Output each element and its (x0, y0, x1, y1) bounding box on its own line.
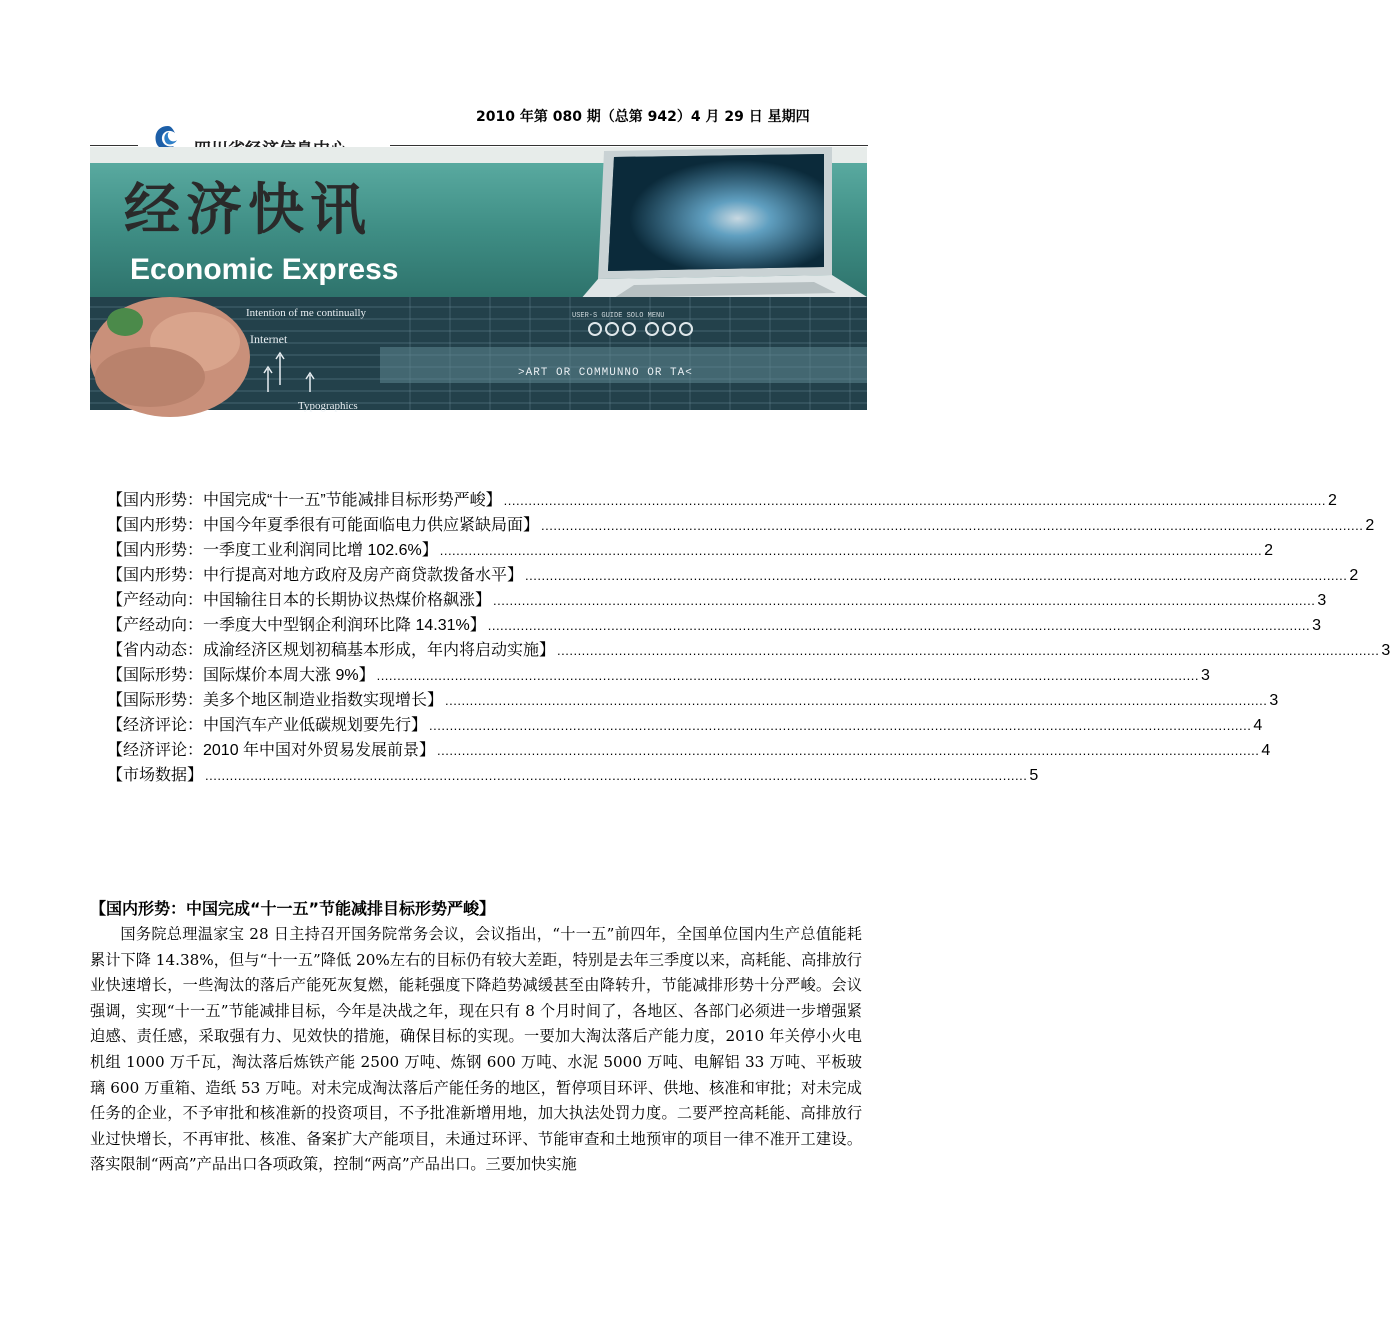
toc-leader-dots: ........................................................................................................................................................................................................ (429, 718, 1252, 733)
toc-leader-dots: ........................................................................................................................................................................................................ (376, 668, 1199, 683)
toc-leader-dots: ........................................................................................................................................................................................................ (487, 618, 1311, 633)
toc-entry-page: 3 (1312, 617, 1321, 634)
toc-entry[interactable] (107, 488, 1337, 513)
toc-entry-page: 3 (1269, 692, 1279, 709)
header-rule-right (390, 145, 868, 146)
image-caption-typographics: Typographics (298, 400, 358, 412)
toc-entry-page: 3 (1381, 642, 1390, 659)
toc-entry[interactable] (107, 613, 1321, 638)
tech-collage-image (90, 297, 867, 410)
header-rule-left (90, 145, 138, 146)
masthead-banner (90, 147, 867, 410)
toc-leader-dots: ........................................................................................................................................................................................................ (437, 743, 1260, 758)
toc-entry-page: 2 (1328, 492, 1337, 509)
toc-entry[interactable] (107, 688, 1279, 713)
toc-entry-page: 2 (1365, 517, 1375, 534)
toc-entry-title: 【国际形势：国际煤价本周大涨 9%】 (107, 667, 375, 684)
toc-entry[interactable] (107, 563, 1359, 588)
toc-entry-title: 【经济评论：中国汽车产业低碳规划要先行】 (107, 717, 428, 734)
toc-entry[interactable] (107, 663, 1210, 688)
toc-entry-title: 【产经动向：中国输往日本的长期协议热煤价格飙涨】 (107, 592, 492, 609)
toc-entry[interactable] (107, 713, 1263, 738)
masthead-title-en: Economic Express (130, 253, 399, 286)
toc-entry-title: 【产经动向：一季度大中型钢企利润环比降 14.31%】 (107, 617, 486, 634)
image-caption-art: >ART OR COMMUNNO OR TA< (518, 367, 693, 379)
image-caption-user-guide: USER-S GUIDE SOLO MENU (572, 312, 665, 320)
table-of-contents (107, 488, 1390, 788)
toc-entry-page: 2 (1349, 567, 1359, 584)
toc-leader-dots: ........................................................................................................................................................................................................ (439, 543, 1263, 558)
toc-leader-dots: ........................................................................................................................................................................................................ (525, 568, 1348, 583)
toc-entry-page: 4 (1261, 742, 1271, 759)
toc-entry-page: 3 (1200, 667, 1210, 684)
toc-entry[interactable] (107, 513, 1375, 538)
toc-entry-page: 3 (1317, 592, 1327, 609)
article (90, 896, 862, 1178)
toc-entry-title: 【经济评论：2010 年中国对外贸易发展前景】 (107, 742, 436, 759)
article-body: 国务院总理温家宝 28 日主持召开国务院常务会议，会议指出，“十一五”前四年，全国单位国内生产总值能耗累计下降 14.38%，但与“十一五”降低 20%左右的目标仍有较大差距，特别是去年三季度以来，高耗能、高排放行业快速增长，一些淘汰的落后产能死灰复燃，能耗强度下降趋势减缓甚至由降转升，节能减排形势十分严峻。会议强调，实现“十一五”节能减排目标，今年是决战之年，现在只有 8 个月时间了，各地区、各部门必须进一步增强紧迫感、责任感，采取强有力、见效快的措施，确保目标的实现。一要加大淘汰落后产能力度，2010 年关停小火电机组 1000 万千瓦，淘汰落后炼铁产能 2500 万吨、炼钢 600 万吨、水泥 5000 万吨、电解铝 33 万吨、平板玻璃 600 万重箱、造纸 53 万吨。对未完成淘汰落后产能任务的地区，暂停项目环评、供地、核准和审批；对未完成任务的企业，不予审批和核准新的投资项目，不予批准新增用地，加大执法处罚力度。二要严控高耗能、高排放行业过快增长，不再审批、核准、备案扩大产能项目，未通过环评、节能审查和土地预审的项目一律不准开工建设。落实限制“两高”产品出口各项政策，控制“两高”产品出口。三要加快实施 (90, 925, 862, 1174)
issue-date-line: 2010 年第 080 期（总第 942）4 月 29 日 星期四 (476, 109, 810, 125)
toc-entry-title: 【国内形势：中国今年夏季很有可能面临电力供应紧缺局面】 (107, 517, 540, 534)
toc-leader-dots: ........................................................................................................................................................................................................ (493, 593, 1316, 608)
toc-leader-dots: ........................................................................................................................................................................................................ (541, 518, 1364, 533)
toc-leader-dots: ........................................................................................................................................................................................................ (557, 643, 1380, 658)
toc-entry[interactable] (107, 763, 1039, 788)
toc-entry-title: 【国际形势：美多个地区制造业指数实现增长】 (107, 692, 444, 709)
toc-entry-page: 2 (1264, 542, 1273, 559)
toc-entry[interactable] (107, 638, 1390, 663)
toc-entry[interactable] (107, 588, 1327, 613)
toc-entry-title: 【市场数据】 (107, 767, 204, 784)
toc-entry[interactable] (107, 538, 1273, 563)
toc-leader-dots: ........................................................................................................................................................................................................ (503, 493, 1327, 508)
toc-entry-page: 5 (1029, 767, 1039, 784)
laptop-image (574, 147, 867, 307)
toc-leader-dots: ........................................................................................................................................................................................................ (205, 768, 1028, 783)
article-title: 【国内形势：中国完成“十一五”节能减排目标形势严峻】 (90, 899, 496, 918)
toc-entry-title: 【国内形势：中行提高对地方政府及房产商贷款拨备水平】 (107, 567, 524, 584)
toc-entry-title: 【国内形势：一季度工业利润同比增 102.6%】 (107, 542, 438, 559)
masthead-title-cn: 经济快讯 (124, 178, 372, 243)
image-caption-internet: Internet (250, 332, 288, 346)
toc-entry-title: 【国内形势：中国完成“十一五”节能减排目标形势严峻】 (107, 492, 502, 509)
image-caption-intention: Intention of me continually (246, 307, 367, 319)
banner-bottom-panel (90, 297, 867, 410)
toc-entry-page: 4 (1253, 717, 1263, 734)
toc-entry-title: 【省内动态：成渝经济区规划初稿基本形成，年内将启动实施】 (107, 642, 556, 659)
toc-leader-dots: ........................................................................................................................................................................................................ (445, 693, 1268, 708)
toc-entry[interactable] (107, 738, 1271, 763)
